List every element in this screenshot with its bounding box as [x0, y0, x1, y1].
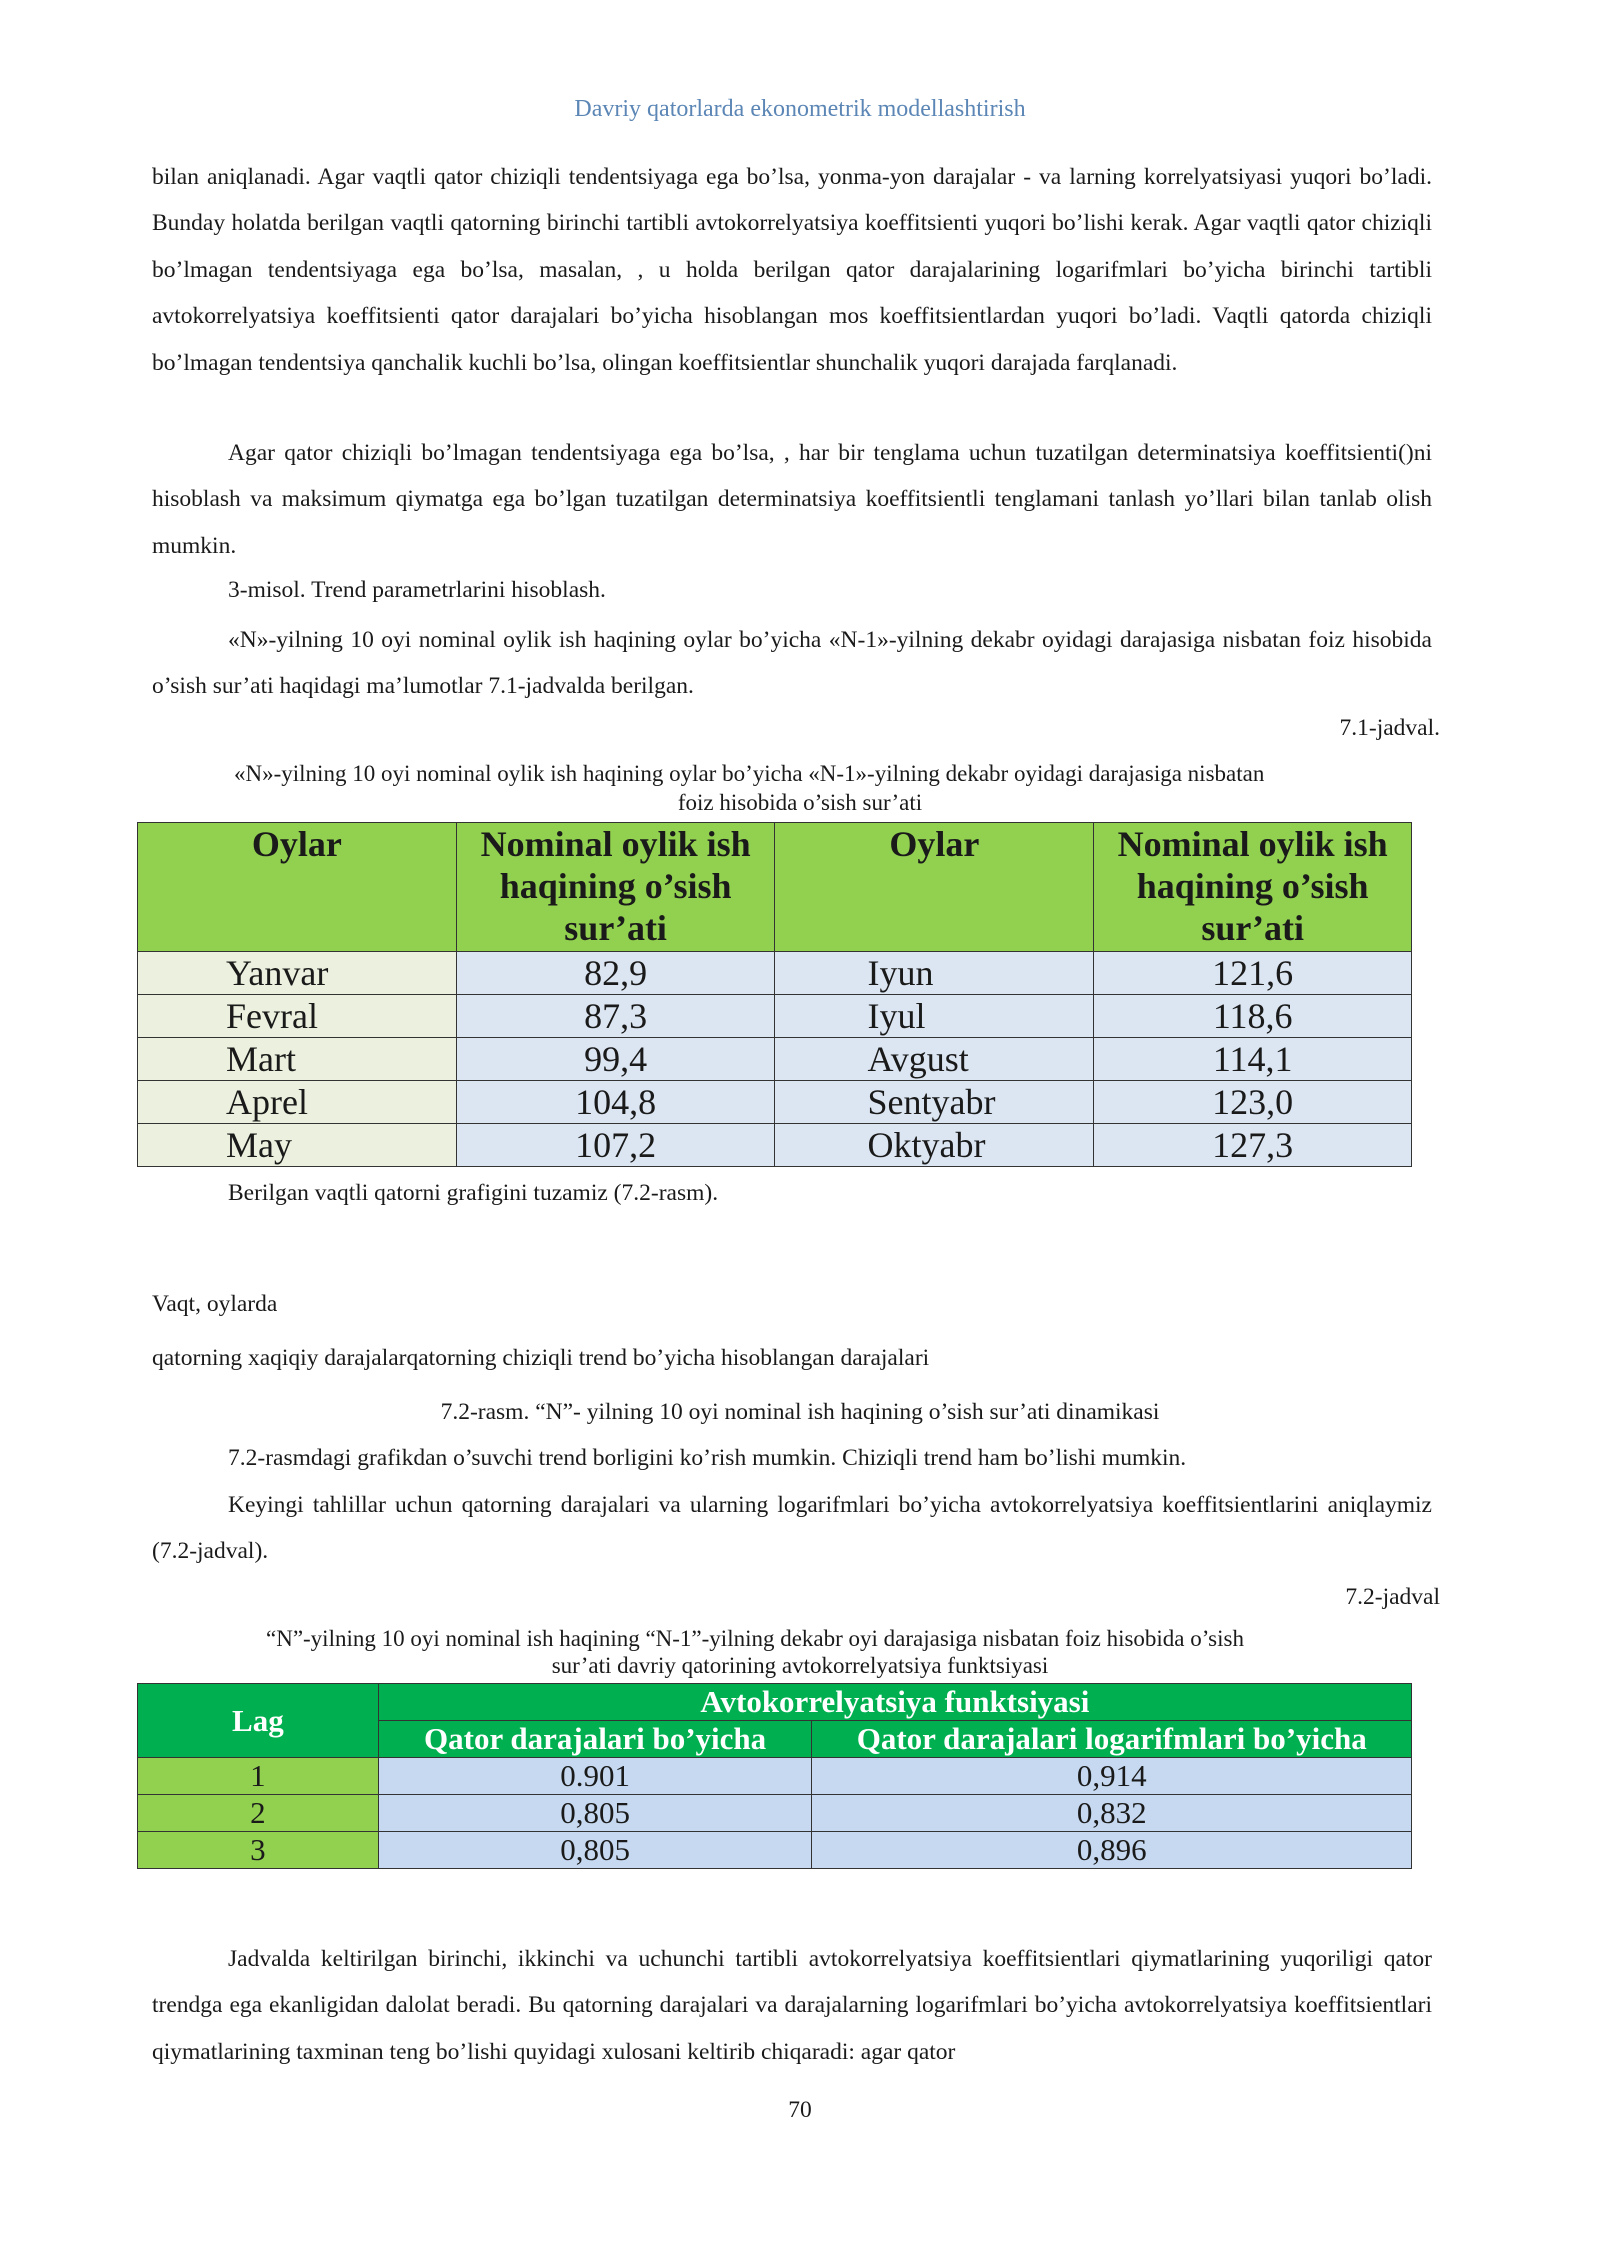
table1-caption-line2: foiz hisobida o’sish sur’ati [677, 790, 923, 815]
month-cell: Oktyabr [775, 1124, 1094, 1167]
paragraph-trend: 7.2-rasmdagi grafikdan o’suvchi trend borligini ko’rish mumkin. Chiziqli trend ham bo’lishi mumkin. [228, 1445, 1187, 1471]
column-header-levels: Qator darajalari bo’yicha [378, 1721, 812, 1758]
axis-note: Vaqt, oylarda [152, 1291, 278, 1317]
value-cell: 0,896 [812, 1832, 1412, 1869]
table-row [138, 995, 1412, 1038]
month-cell: Iyul [775, 995, 1094, 1038]
lag-cell: 2 [138, 1795, 379, 1832]
value-cell: 121,6 [1094, 952, 1412, 995]
table-header-row [138, 823, 1412, 952]
paragraph-conclusion: Jadvalda keltirilgan birinchi, ikkinchi va uchunchi tartibli avtokorrelyatsiya koeffitsientlari qiymatlarining yuqoriligi qator trendga ega ekanligidan dalolat beradi. Bu qatorning darajalari va darajalarning logarifmlari bo’yicha avtokorrelyatsiya koeffitsientlari qiymatlarining taxminan teng bo’lishi quyidagi xulosani keltirib chiqaradi: agar qator [152, 1946, 1432, 2065]
month-cell: Iyun [775, 952, 1094, 995]
table-row [138, 1832, 1412, 1869]
column-group-header-autocorrelation: Avtokorrelyatsiya funktsiyasi [378, 1684, 1411, 1721]
column-header-months: Oylar [138, 823, 457, 952]
wage-growth-table [137, 822, 1412, 1167]
value-cell: 0,805 [378, 1795, 812, 1832]
paragraph-intro: bilan aniqlanadi. Agar vaqtli qator chiziqli tendentsiyaga ega bo’lsa, yonma-yon darajalar - va larning korrelyatsiyasi yuqori bo’ladi. Bunday holatda berilgan vaqtli qatorning birinchi tartibli avtokorrelyatsiya koeffitsienti yuqori bo’lishi kerak. Agar vaqtli qator chiziqli bo’lmagan tendentsiyaga ega bo’lsa, masalan, , u holda berilgan qator darajalarining logarifmlari bo’yicha birinchi tartibli avtokorrelyatsiya koeffitsienti qator darajalari bo’yicha hisoblangan mos koeffitsientlardan yuqori bo’ladi. Vaqtli qatorda chiziqli bo’lmagan tendentsiya qanchalik kuchli bo’lsa, olingan koeffitsientlar shunchalik yuqori darajada farqlanadi. [152, 164, 1432, 376]
table-row [138, 1795, 1412, 1832]
table2-caption-line1: “N”-yilning 10 oyi nominal ish haqining “N-1”-yilning dekabr oyi darajasiga nisbatan foiz hisobida o’sish [266, 1626, 1244, 1651]
month-cell: Yanvar [138, 952, 457, 995]
graph-intro: Berilgan vaqtli qatorni grafigini tuzamiz (7.2-rasm). [228, 1180, 719, 1206]
paragraph-data-intro: «N»-yilning 10 oyi nominal oylik ish haqining oylar bo’yicha «N-1»-yilning dekabr oyidagi darajasiga nisbatan foiz hisobida o’sish sur’ati haqidagi ma’lumotlar 7.1-jadvalda berilgan. [152, 627, 1432, 700]
value-cell: 107,2 [456, 1124, 775, 1167]
figure-caption: 7.2-rasm. “N”- yilning 10 oyi nominal ish haqining o’sish sur’ati dinamikasi [440, 1399, 1160, 1425]
month-cell: Fevral [138, 995, 457, 1038]
value-cell: 104,8 [456, 1081, 775, 1124]
value-cell: 82,9 [456, 952, 775, 995]
table-row [138, 1038, 1412, 1081]
table-header-row [138, 1684, 1412, 1721]
autocorrelation-table [137, 1683, 1412, 1869]
table-row [138, 1758, 1412, 1795]
page-number: 70 [788, 2097, 812, 2123]
column-header-logs: Qator darajalari logarifmlari bo’yicha [812, 1721, 1412, 1758]
legend-note: qatorning xaqiqiy darajalarqatorning chiziqli trend bo’yicha hisoblangan darajalari [152, 1345, 930, 1371]
table-row [138, 1124, 1412, 1167]
column-header-lag: Lag [138, 1684, 379, 1758]
value-cell: 99,4 [456, 1038, 775, 1081]
table2-reference: 7.2-jadval [1345, 1584, 1440, 1610]
value-cell: 0,914 [812, 1758, 1412, 1795]
value-cell: 87,3 [456, 995, 775, 1038]
table1-reference: 7.1-jadval. [1339, 715, 1440, 741]
column-header-months: Oylar [775, 823, 1094, 952]
value-cell: 118,6 [1094, 995, 1412, 1038]
value-cell: 0.901 [378, 1758, 812, 1795]
paragraph-nonlinear: Agar qator chiziqli bo’lmagan tendentsiyaga ega bo’lsa, , har bir tenglama uchun tuzatilgan determinatsiya koeffitsienti()ni hisoblash va maksimum qiymatga ega bo’lgan tuzatilgan determinatsiya koeffitsientli tenglamani tanlash yo’llari bilan tanlab olish mumkin. [152, 440, 1432, 559]
month-cell: May [138, 1124, 457, 1167]
table2-caption-line2: sur’ati davriy qatorining avtokorrelyatsiya funktsiyasi [551, 1653, 1049, 1678]
paragraph-next-analysis: Keyingi tahlillar uchun qatorning darajalari va ularning logarifmlari bo’yicha avtokorrelyatsiya koeffitsientlarini aniqlaymiz (7.2-jadval). [152, 1492, 1432, 1565]
value-cell: 114,1 [1094, 1038, 1412, 1081]
table1-caption-line1: «N»-yilning 10 oyi nominal oylik ish haqining oylar bo’yicha «N-1»-yilning dekabr oyidagi darajasiga nisbatan [234, 761, 1265, 786]
value-cell: 123,0 [1094, 1081, 1412, 1124]
example-title: 3-misol. Trend parametrlarini hisoblash. [228, 577, 606, 603]
value-cell: 0,805 [378, 1832, 812, 1869]
column-header-growth-rate: Nominal oylik ish haqining o’sish sur’ati [456, 823, 775, 952]
column-header-growth-rate: Nominal oylik ish haqining o’sish sur’ati [1094, 823, 1412, 952]
running-header: Davriy qatorlarda ekonometrik modellashtirish [574, 96, 1026, 122]
table-row [138, 1081, 1412, 1124]
month-cell: Avgust [775, 1038, 1094, 1081]
value-cell: 127,3 [1094, 1124, 1412, 1167]
month-cell: Aprel [138, 1081, 457, 1124]
lag-cell: 3 [138, 1832, 379, 1869]
month-cell: Mart [138, 1038, 457, 1081]
month-cell: Sentyabr [775, 1081, 1094, 1124]
table-row [138, 952, 1412, 995]
lag-cell: 1 [138, 1758, 379, 1795]
value-cell: 0,832 [812, 1795, 1412, 1832]
